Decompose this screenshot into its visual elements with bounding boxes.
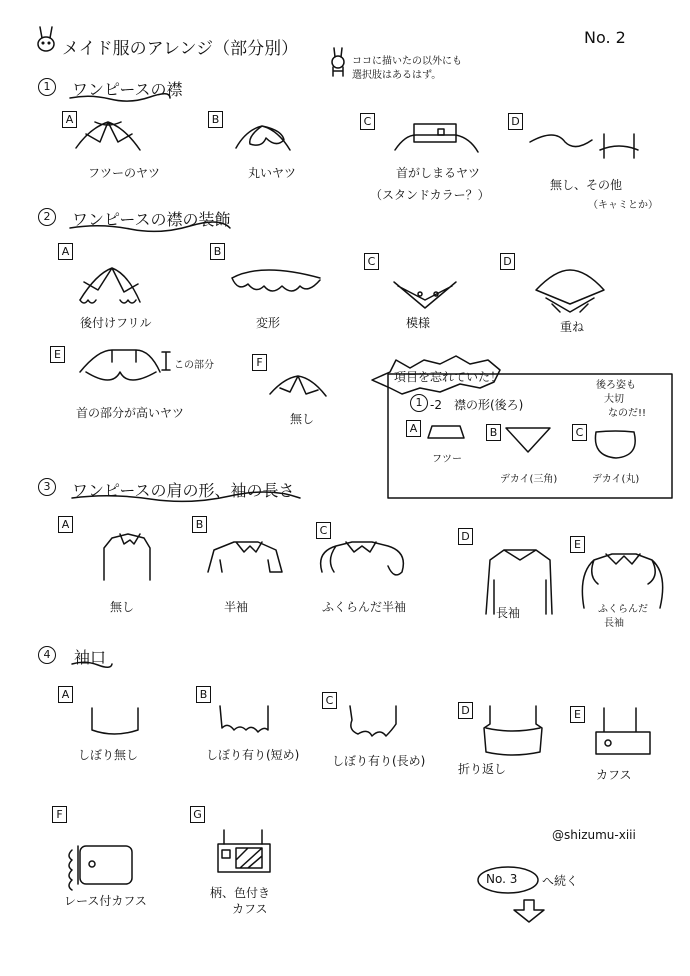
item-label: 長袖 [496, 606, 521, 620]
item-label: 無し、その他 [550, 178, 623, 192]
item-label: 丸いヤツ [248, 166, 297, 180]
cuff-g-drawing [218, 830, 270, 872]
item-label: 折り返し [458, 762, 507, 776]
item-label: ふくらんだ [598, 604, 648, 615]
item-letter: E [50, 346, 65, 363]
page-number: No. 2 [584, 28, 626, 47]
section-title: 袖口 [74, 648, 107, 667]
section-title: ワンピースの襟の装飾 [72, 210, 231, 229]
item-letter: F [252, 354, 267, 371]
collar-normal-drawing [76, 122, 140, 150]
item-letter: B [192, 516, 207, 533]
item-label: 半袖 [224, 600, 249, 614]
collar-stand-drawing [395, 124, 478, 152]
section-number: 2 [38, 208, 56, 226]
arrow-down-icon [514, 900, 544, 922]
collar-pattern-drawing [394, 282, 456, 308]
cuff-d-drawing [484, 706, 542, 755]
item-label: フツーのヤツ [88, 166, 161, 180]
shoulder-short-drawing [208, 542, 282, 572]
item-label: 重ね [560, 320, 585, 334]
item-letter: B [208, 111, 223, 128]
item-letter: C [360, 113, 375, 130]
collar-frill-drawing [80, 268, 140, 303]
item-label: デカイ(丸) [592, 474, 640, 485]
item-letter: F [52, 806, 67, 823]
next-page-badge: No. 3 [486, 872, 518, 886]
item-note: この部分 [174, 360, 214, 371]
page-title: メイド服のアレンジ（部分別） [62, 39, 299, 59]
item-label: しぼり有り(長め) [332, 754, 426, 768]
section-title: ワンピースの襟 [72, 80, 183, 99]
rabbit-icon [332, 48, 344, 76]
item-letter: C [572, 424, 587, 441]
author-handle: @shizumu-xiii [552, 828, 636, 842]
item-label: 無し [110, 600, 135, 614]
item-sub-label: （スタンドカラー？） [370, 188, 490, 202]
collar-round-drawing [236, 126, 290, 150]
item-letter: C [364, 253, 379, 270]
item-letter: D [458, 702, 473, 719]
item-label: 模様 [406, 316, 431, 330]
item-sub-label: （キャミとか） [588, 200, 658, 211]
callout-aside-2: 大切 [604, 394, 624, 405]
item-label: カフス [596, 768, 632, 782]
section-number: 1 [38, 78, 56, 96]
item-letter: A [58, 243, 73, 260]
item-label: 後付けフリル [80, 316, 152, 330]
item-letter: E [570, 536, 585, 553]
item-letter: D [508, 113, 523, 130]
note-line-1: ココに描いたの以外にも [352, 56, 462, 67]
item-letter: A [406, 420, 421, 437]
cuff-e-drawing [596, 708, 650, 754]
item-letter: C [322, 692, 337, 709]
item-letter: B [486, 424, 501, 441]
item-sub-label: 長袖 [604, 618, 624, 629]
shoulder-puff-drawing [321, 542, 404, 575]
item-label: 首の部分が高いヤツ [76, 406, 185, 420]
rabbit-icon [38, 27, 54, 51]
item-label: デカイ(三角) [500, 474, 558, 485]
item-label: 無し [290, 412, 315, 426]
collar-modified-drawing [232, 270, 320, 291]
item-sub-label: カフス [232, 902, 268, 916]
item-letter: A [58, 686, 73, 703]
collar-plain-drawing [270, 376, 326, 396]
item-letter: E [570, 706, 585, 723]
item-letter: B [210, 243, 225, 260]
shoulder-none-drawing [104, 534, 150, 580]
cuff-f-drawing [69, 846, 132, 890]
cuff-c-drawing [350, 706, 396, 736]
callout-aside-3: なのだ!! [608, 408, 647, 419]
item-letter: D [458, 528, 473, 545]
item-letter: A [58, 516, 73, 533]
item-label: 柄、色付き [210, 886, 271, 900]
item-label: フツー [432, 454, 462, 465]
section-number: 3 [38, 478, 56, 496]
callout-number: 1 [410, 394, 428, 412]
callout-aside-1: 後ろ姿も [596, 380, 636, 391]
collar-high-neck-drawing [80, 350, 170, 380]
item-letter: D [500, 253, 515, 270]
item-letter: G [190, 806, 205, 823]
item-label: しぼり有り(短め) [206, 748, 300, 762]
cuff-a-drawing [92, 708, 138, 734]
item-label: しぼり無し [78, 748, 139, 762]
note-line-2: 選択肢はあるはず。 [352, 70, 442, 81]
next-page-text: へ続く [542, 874, 579, 888]
item-label: ふくらんだ半袖 [322, 600, 407, 614]
item-letter: C [316, 522, 331, 539]
section-title: ワンピースの肩の形、袖の長さ [72, 481, 295, 500]
item-label: 首がしまるヤツ [396, 166, 481, 180]
collar-layered-drawing [536, 270, 604, 312]
item-label: 変形 [256, 316, 281, 330]
item-label: レース付カフス [64, 894, 147, 908]
cuff-b-drawing [220, 706, 268, 732]
callout-title: -2 襟の形(後ろ) [430, 398, 524, 412]
item-letter: A [62, 111, 77, 128]
item-letter: B [196, 686, 211, 703]
callout-burst: 項目を忘れていた！ [394, 370, 503, 384]
section-number: 4 [38, 646, 56, 664]
collar-none-drawing [530, 134, 638, 158]
